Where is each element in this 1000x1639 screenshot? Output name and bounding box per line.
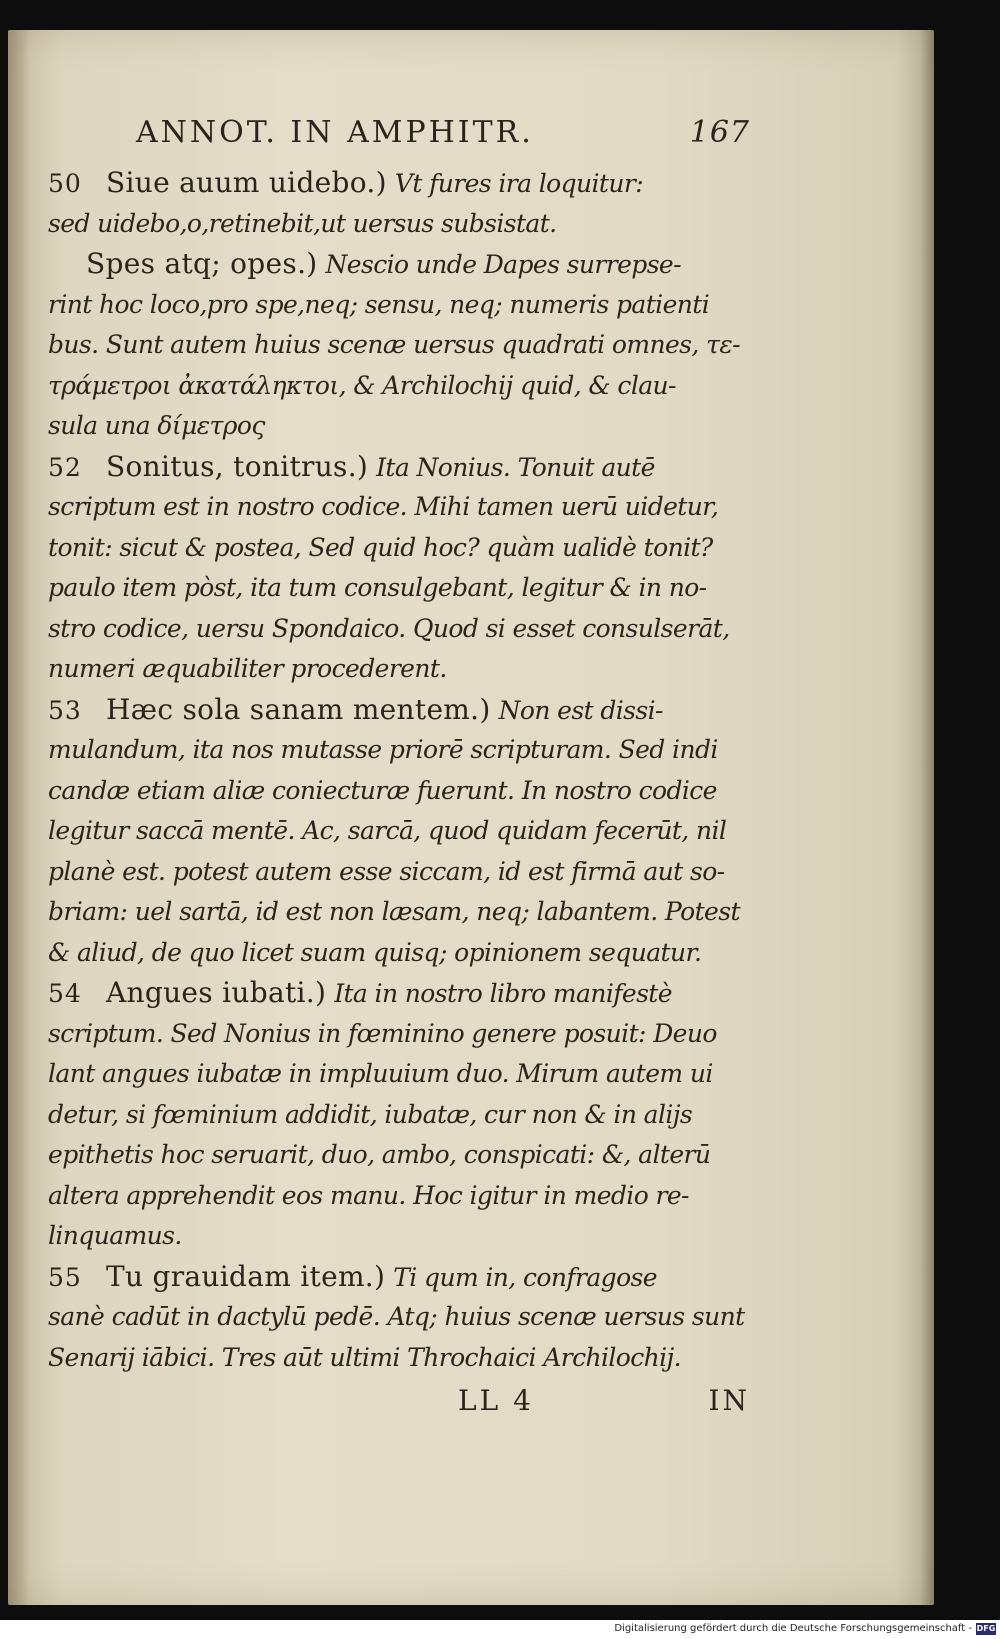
annotation-lines <box>48 163 748 1378</box>
text-line <box>48 730 748 771</box>
signature-mark: LL 4 <box>458 1384 534 1417</box>
text-line <box>48 771 748 812</box>
text-line <box>48 406 748 447</box>
line-text: Nescio unde Dapes surrepse- <box>325 250 681 279</box>
line-text: τράμετροι ἀκατάληκτοι, & Archilochij quid, & clau- <box>48 370 676 400</box>
running-head-title: ANNOT. IN AMPHITR. <box>136 115 534 150</box>
lemma: Siue auum uidebo.) <box>106 166 387 199</box>
verse-number: 50 <box>48 169 82 198</box>
text-line <box>48 1216 748 1257</box>
text-line <box>48 366 748 407</box>
dfg-footer-bar <box>0 1620 1000 1639</box>
text-line <box>48 933 748 974</box>
line-text: briam: uel sartā, id est non læsam, neq; labantem. Potest <box>48 897 740 926</box>
text-line <box>48 1297 748 1338</box>
line-text: scriptum. Sed Nonius in fœminino genere posuit: Deuo <box>48 1018 717 1048</box>
text-line <box>48 163 748 204</box>
lemma: Angues iubati.) <box>106 976 327 1009</box>
dfg-notice: Digitalisierung gefördert durch die Deutsche Forschungsgemeinschaft - <box>614 1623 972 1634</box>
text-block <box>48 115 748 1428</box>
line-text: sula una δίμετρος <box>48 411 265 440</box>
line-text: lant angues iubatæ in impluuium duo. Mirum autem ui <box>48 1059 713 1088</box>
line-text: bus. Sunt autem huius scenæ uersus quadrati omnes, τε- <box>48 330 740 359</box>
line-text: planè est. potest autem esse siccam, id est firmā aut so- <box>48 856 725 886</box>
line-text: Ita in nostro libro manifestè <box>334 979 672 1008</box>
text-line <box>48 1257 748 1298</box>
line-text: Non est dissi- <box>498 695 663 725</box>
line-text: Ita Nonius. Tonuit autē <box>376 452 655 482</box>
lemma: Hæc sola sanam mentem.) <box>106 692 491 726</box>
catchword: IN <box>708 1384 750 1417</box>
text-line <box>48 973 748 1014</box>
text-line <box>48 528 748 569</box>
text-line <box>48 285 748 326</box>
text-line <box>48 325 748 366</box>
line-text: sanè cadūt in dactylū pedē. Atq; huius scenæ uersus sunt <box>48 1302 745 1331</box>
line-text: epithetis hoc seruarit, duo, ambo, conspicati: &, alterū <box>48 1140 711 1169</box>
text-line <box>48 204 748 245</box>
line-text: & aliud, de quo licet suam quisq; opinionem sequatur. <box>48 937 702 967</box>
line-text: linquamus. <box>48 1221 182 1250</box>
line-text: Ti qum in, confragose <box>393 1262 657 1292</box>
verse-number: 52 <box>48 452 82 482</box>
text-line <box>48 1054 748 1095</box>
lemma: Tu grauidam item.) <box>106 1259 386 1293</box>
text-line <box>48 892 748 933</box>
line-text: paulo item pòst, ita tum consulgebant, legitur & in no- <box>48 573 707 602</box>
verse-number: 55 <box>48 1262 82 1292</box>
line-text: tonit: sicut & postea, Sed quid hoc? quàm ualidè tonit? <box>48 532 713 562</box>
text-line <box>48 649 748 690</box>
line-text: legitur saccā mentē. Ac, sarcā, quod quidam fecerūt, nil <box>48 816 727 845</box>
page-edge <box>920 30 934 1605</box>
line-text: numeri æquabiliter procederent. <box>48 654 447 683</box>
line-text: stro codice, uersu Spondaico. Quod si esset consulserāt, <box>48 613 730 643</box>
text-line <box>48 244 748 285</box>
text-line <box>48 487 748 528</box>
line-text: candæ etiam aliæ coniecturæ fuerunt. In nostro codice <box>48 775 717 805</box>
verse-number: 53 <box>48 695 82 725</box>
line-text: detur, si fœminium addidit, iubatæ, cur non & in alijs <box>48 1099 693 1129</box>
line-text: Senarij iābici. Tres aūt ultimi Throchaici Archilochij. <box>48 1342 682 1372</box>
lemma: Sonitus, tonitrus.) <box>106 449 369 483</box>
text-line <box>48 1176 748 1217</box>
line-text: sed uidebo,o,retinebit,ut uersus subsistat. <box>48 208 557 238</box>
text-line <box>48 1338 748 1379</box>
text-line <box>48 811 748 852</box>
verse-number: 54 <box>48 979 82 1008</box>
running-head <box>48 115 748 163</box>
text-line <box>48 568 748 609</box>
book-page <box>8 30 934 1605</box>
page-footer <box>48 1384 748 1428</box>
text-line <box>48 690 748 731</box>
text-line <box>48 1095 748 1136</box>
text-line <box>48 852 748 893</box>
line-text: scriptum est in nostro codice. Mihi tamen uerū uidetur, <box>48 492 719 521</box>
text-line <box>48 1135 748 1176</box>
line-text: rint hoc loco,pro spe,neq; sensu, neq; numeris patienti <box>48 289 710 319</box>
page-number: 167 <box>689 115 750 150</box>
line-text: mulandum, ita nos mutasse priorē scripturam. Sed indi <box>48 735 718 764</box>
line-text: Vt fures ira loquitur: <box>394 169 644 198</box>
text-line <box>48 1014 748 1055</box>
line-text: altera apprehendit eos manu. Hoc igitur in medio re- <box>48 1180 689 1210</box>
dfg-logo: DFG <box>976 1624 996 1633</box>
text-line <box>48 609 748 650</box>
gutter-shadow <box>8 30 30 1605</box>
text-line <box>48 447 748 488</box>
lemma: Spes atq; opes.) <box>86 247 318 280</box>
